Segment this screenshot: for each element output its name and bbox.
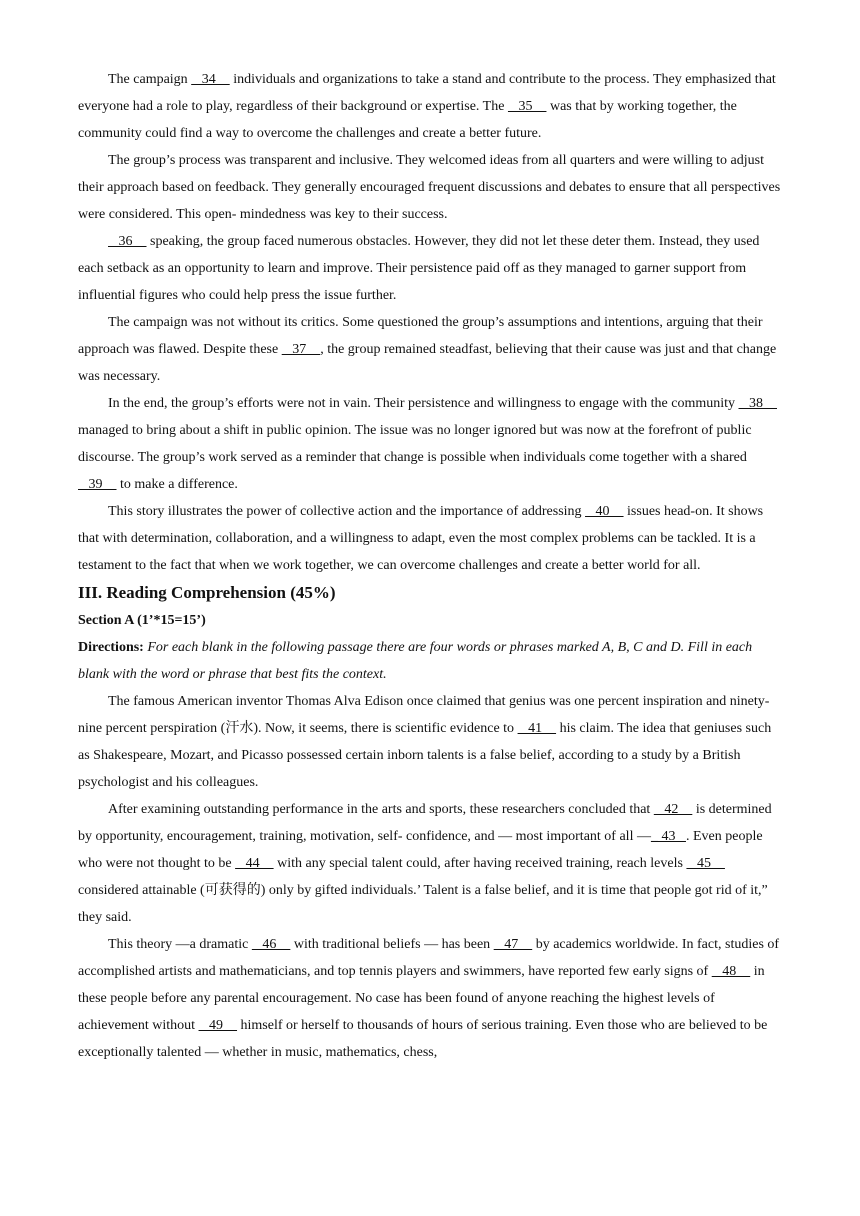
paragraph-37 (78, 309, 784, 390)
blank-38[interactable]: 38 (738, 396, 777, 411)
text: himself or herself to thousands of hours of serious training. Even those who are believed to be exceptionally talented — whether in music, mathematics, chess, (78, 1018, 768, 1060)
text: with any special talent could, after having received training, reach levels (273, 856, 687, 871)
blank-44[interactable]: 44 (235, 856, 274, 871)
blank-43[interactable]: _ 43 (650, 829, 686, 844)
paragraph-process: The group’s process was transparent and inclusive. They welcomed ideas from all quarters and were willing to adjust their approach based on feedback. They generally encouraged frequent discussions and debates to ensure that all perspectives were considered. This open- mindedness was key to their success. (78, 153, 781, 222)
paragraph-42-45 (78, 796, 784, 931)
text: was that by working together, the community could find a way to overcome the challenges and create a better future. (78, 99, 737, 141)
text: This theory —a dramatic (108, 937, 252, 952)
section-heading: III. Reading Comprehension (45%) (78, 583, 336, 602)
text: in these people before any parental encouragement. No case has been found of anyone reaching the highest levels of achievement without (78, 964, 765, 1033)
blank-42[interactable]: 42 (653, 802, 693, 817)
text: managed to bring about a shift in public opinion. The issue was no longer ignored but was now at the forefront of public discourse. The group’s work served as a reminder that change is possible when individuals come together with a shared (78, 423, 752, 465)
blank-34[interactable]: 34 (191, 72, 230, 87)
text: In the end, the group’s efforts were not in vain. Their persistence and willingness to engage with the community (108, 396, 739, 411)
text: After examining outstanding performance in the arts and sports, these researchers concluded that (108, 802, 654, 817)
paragraph-38-39 (78, 390, 784, 498)
paragraph-41 (78, 688, 784, 796)
paragraph-40 (78, 498, 784, 579)
blank-40[interactable]: 40 (585, 504, 624, 519)
blank-46[interactable]: 46 (251, 937, 291, 952)
blank-39[interactable]: 39 (78, 477, 117, 492)
text: The famous American inventor Thomas Alva Edison once claimed that genius was one percent inspiration and ninety- nine percent perspiration (汗水). Now, it seems, there is scientific evidence to (78, 694, 770, 736)
text: , the group remained steadfast, believing that their cause was just and that change was necessary. (78, 342, 777, 384)
paragraph-campaign-34-35 (78, 66, 784, 147)
blank-37[interactable]: 37 (281, 342, 321, 357)
blank-41[interactable]: 41 (517, 721, 557, 736)
text: This story illustrates the power of collective action and the importance of addressing (108, 504, 586, 519)
text: to make a difference. (116, 477, 238, 492)
text: The campaign (108, 72, 192, 87)
text: his claim. The idea that geniuses such as Shakespeare, Mozart, and Picasso possessed certain inborn talents is a false belief, according to a study by a British psychologist and his colleagues. (78, 721, 772, 790)
blank-36[interactable]: 36 (108, 234, 147, 249)
paragraph-46-49 (78, 931, 784, 1066)
directions (78, 634, 784, 688)
paragraph-36 (78, 228, 784, 309)
blank-48[interactable]: 48 (711, 964, 751, 979)
text: . Even people who were not thought to be (78, 829, 763, 871)
blank-35[interactable]: 35 (507, 99, 547, 114)
blank-49[interactable]: 49 (198, 1018, 238, 1033)
document-page (78, 66, 784, 1066)
directions-label: Directions: (78, 640, 144, 655)
text: with traditional beliefs — has been (290, 937, 494, 952)
text: issues head-on. It shows that with determination, collaboration, and a willingness to adapt, even the most complex problems can be tackled. It is a testament to the fact that when we work together, we can overcome challenges and create a better world for all. (78, 504, 764, 573)
text: individuals and organizations to take a stand and contribute to the process. They emphasized that everyone had a role to play, regardless of their background or expertise. The (78, 72, 776, 114)
directions-text: For each blank in the following passage there are four words or phrases marked A, B, C and D. Fill in each blank with the word or phrase that best fits the context. (78, 640, 753, 682)
text: considered attainable (可获得的) only by gifted individuals.’ Talent is a false belief, and it is time that people got rid of it,” they said. (78, 883, 768, 925)
section-a-heading: Section A (1’*15=15’) (78, 613, 206, 628)
text: The campaign was not without its critics. Some questioned the group’s assumptions and intentions, arguing that their approach was flawed. Despite these (78, 315, 763, 357)
blank-45[interactable]: 45 (686, 856, 725, 871)
text: by academics worldwide. In fact, studies of accomplished artists and mathematicians, and top tennis players and swimmers, have reported few early signs of (78, 937, 780, 979)
blank-47[interactable]: 47 (493, 937, 533, 952)
text: is determined by opportunity, encouragement, training, motivation, self- confidence, and — most important of all — (78, 802, 772, 844)
text: speaking, the group faced numerous obstacles. However, they did not let these deter them. Instead, they used each setback as an opportunity to learn and improve. Their persistence paid off as they managed to garner support from influential figures who could help press the issue further. (78, 234, 760, 303)
